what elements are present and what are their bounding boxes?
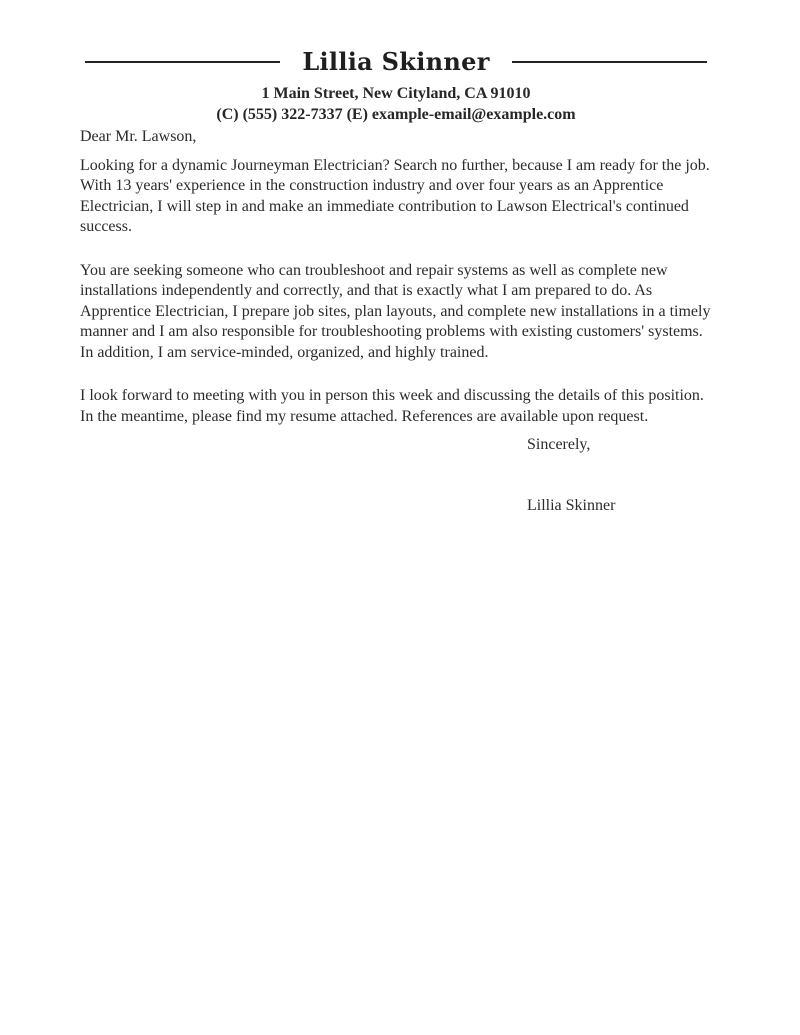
contact-line: (C) (555) 322-7337 (E) example-email@example.com — [216, 106, 576, 123]
closing-block — [527, 435, 712, 516]
letter-body — [80, 127, 712, 516]
header-rule-right — [512, 61, 707, 63]
body-paragraph-3: I look forward to meeting with you in person this week and discussing the details of this position. In the meantime, please find my resume attached. References are available upon request. — [80, 387, 704, 425]
page-title: Lillia Skinner — [302, 47, 490, 76]
salutation: Dear Mr. Lawson, — [80, 128, 197, 145]
body-paragraph-2: You are seeking someone who can troubleshoot and repair systems as well as complete new installations independently and correctly, and that is exactly what I am prepared to do. As Apprentice Electrician, I prepare job sites, plan layouts, and complete new installations in a timely manner and I am also responsible for troubleshooting problems with existing customers' systems. In addition, I am service-minded, organized, and highly trained. — [80, 261, 711, 361]
header-rule-left — [85, 61, 280, 63]
address-line: 1 Main Street, New Cityland, CA 91010 — [261, 85, 531, 102]
letter-header — [80, 47, 712, 125]
closing-phrase: Sincerely, — [527, 436, 591, 453]
body-paragraph-1: Looking for a dynamic Journeyman Electrician? Search no further, because I am ready for the job. With 13 years' experience in the construction industry and over four years as an Apprentice Electrician, I will step in and make an immediate contribution to Lawson Electrical's continued success. — [80, 156, 710, 235]
header-name-row — [85, 47, 707, 76]
signature-name: Lillia Skinner — [527, 496, 616, 514]
